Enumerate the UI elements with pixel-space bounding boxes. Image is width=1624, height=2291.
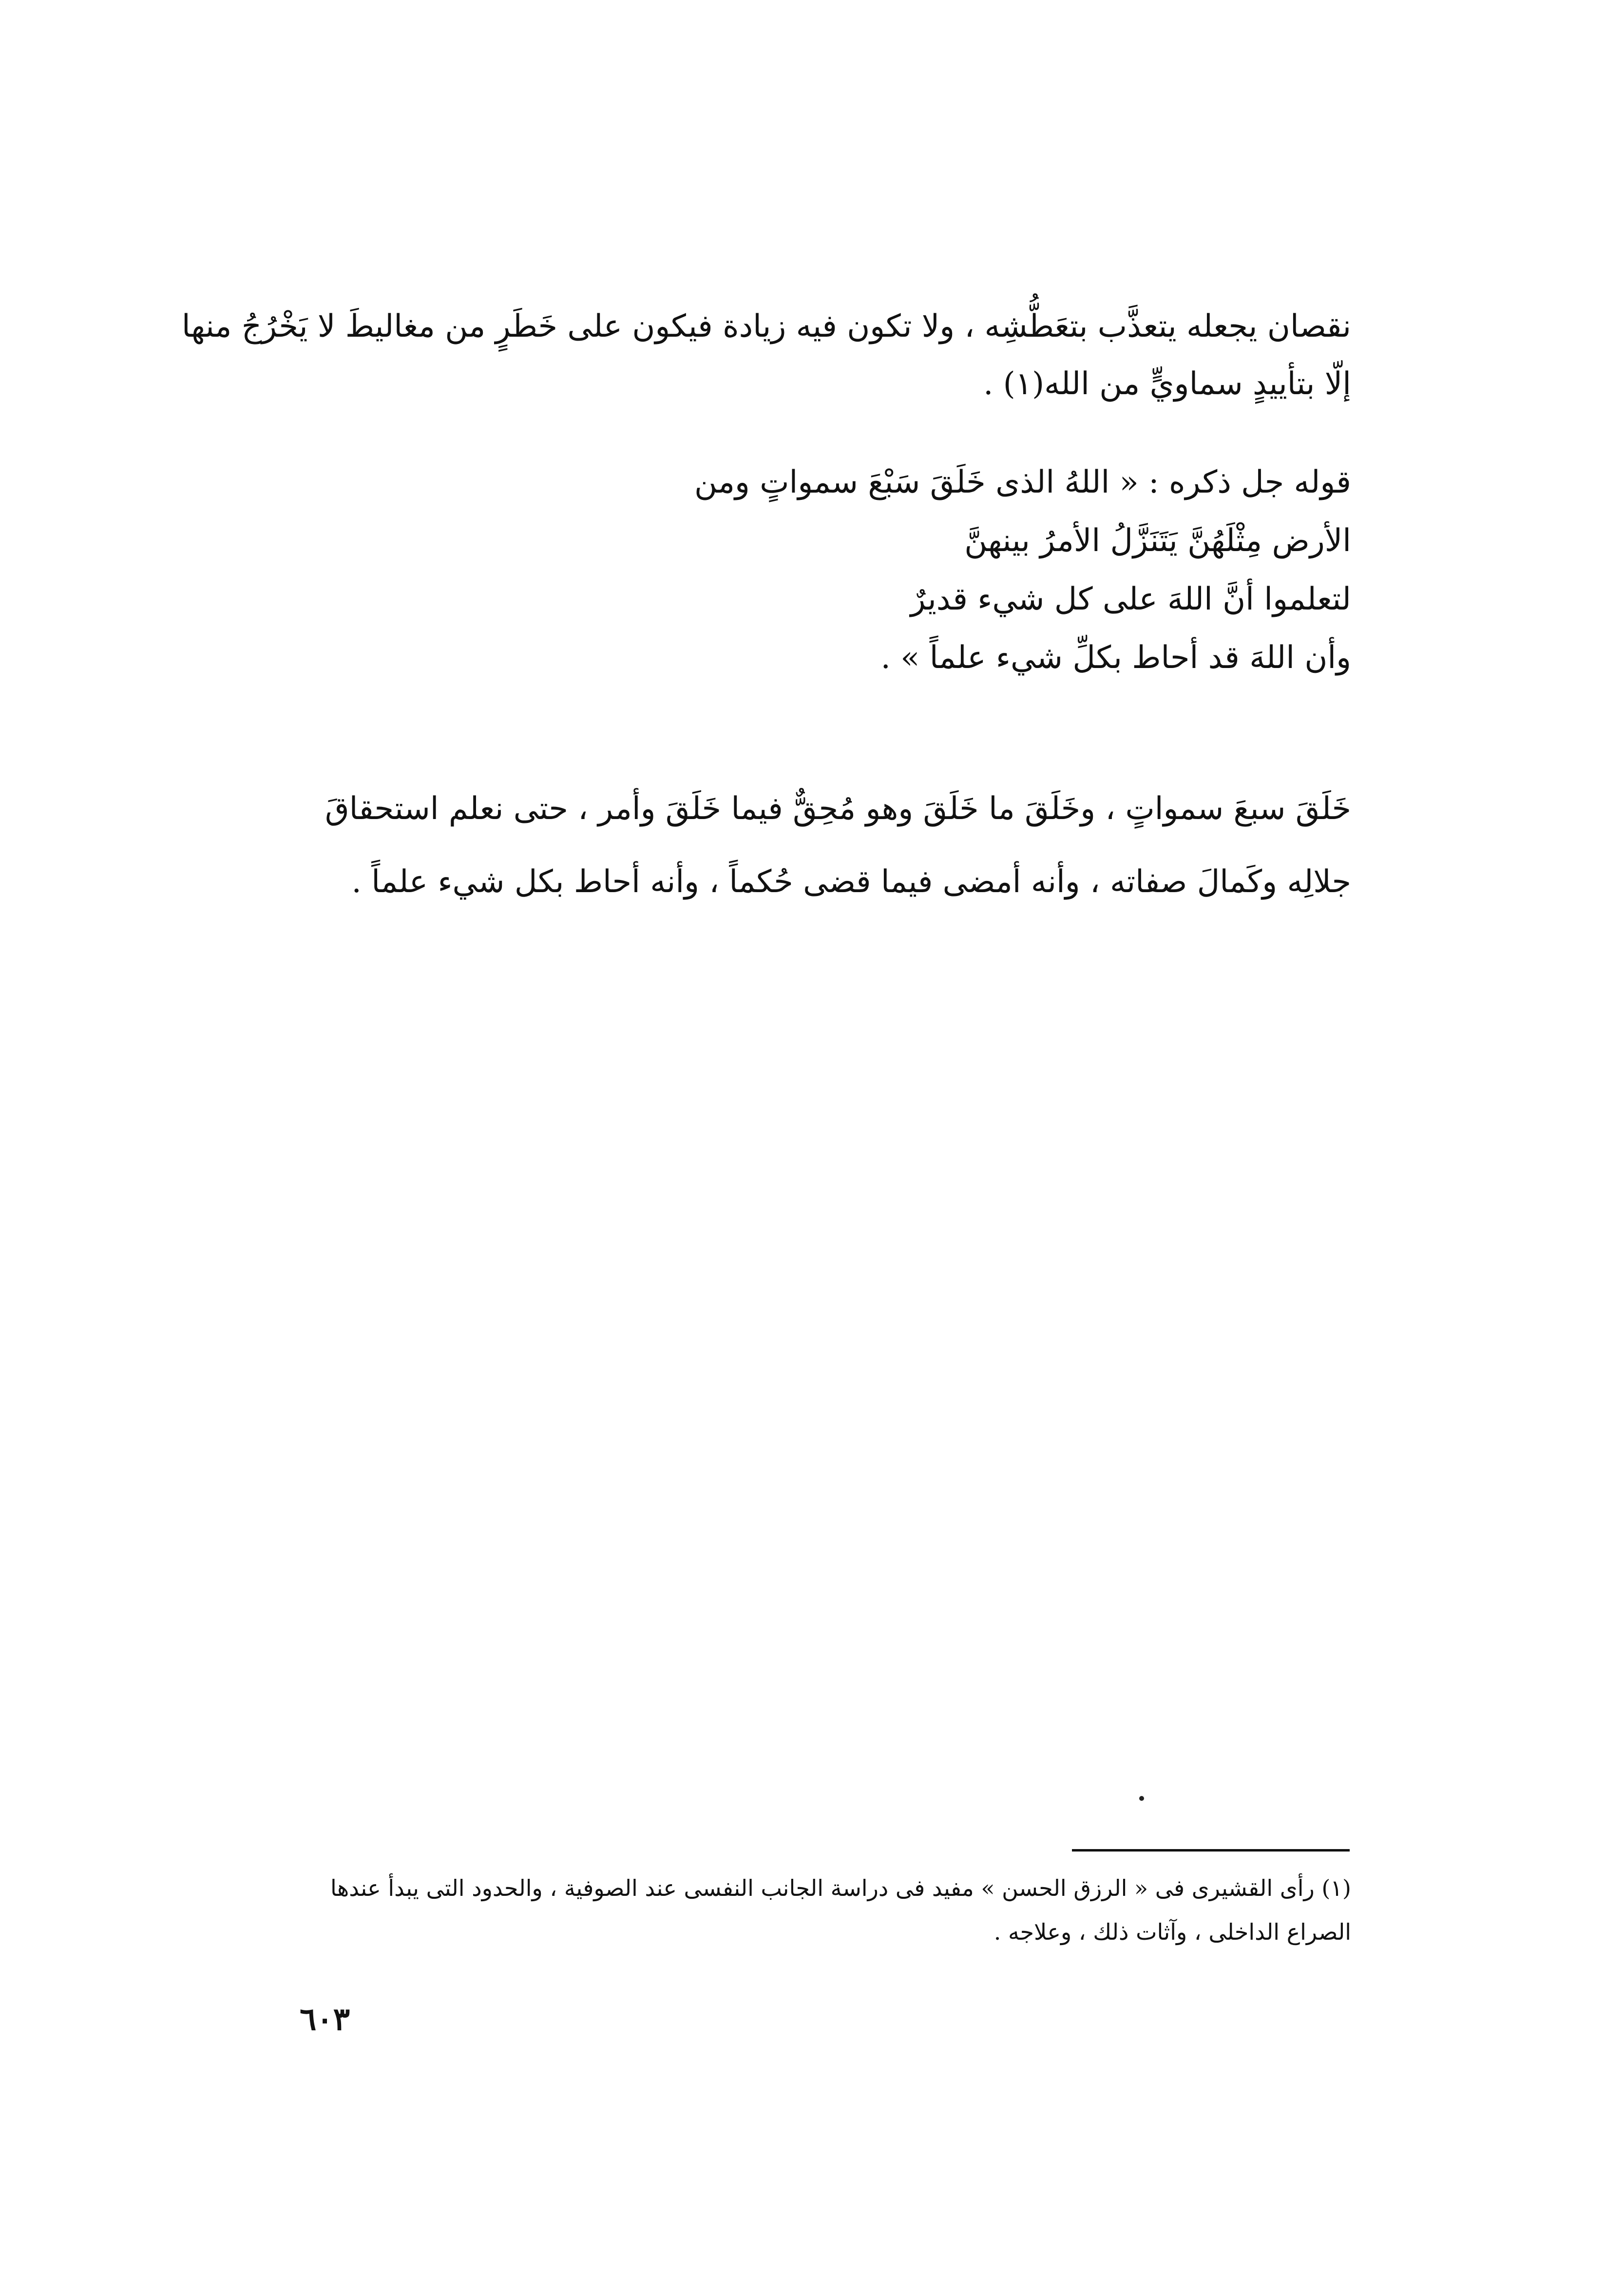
verse-line-1: قوله جل ذكره : « اللهُ الذى خَلَقَ سَبْعَ سمواتٍ ومن — [694, 464, 1351, 500]
verse-line-2: الأرض مِثْلَهُنَّ يَتَنَزَّلُ الأمرُ بينهنَّ — [964, 523, 1351, 559]
paragraph-2-line-1: خَلَقَ سبعَ سمواتٍ ، وخَلَقَ ما خَلَقَ وهو مُحِقٌّ فيما خَلَقَ وأمر ، حتى نعلم استحقاقَ — [325, 791, 1351, 827]
verse-line-3: لتعلموا أنَّ اللهَ على كل شيء قديرٌ — [910, 581, 1351, 617]
paragraph-1-line-2: إلّا بتأييدٍ سماويٍّ من الله(١) . — [983, 366, 1351, 402]
page-number: ٦٠٣ — [300, 2001, 350, 2038]
footnote-divider — [1072, 1849, 1350, 1852]
paragraph-2-line-2: جلالِه وكَمالَ صفاته ، وأنه أمضى فيما قضى حُكماً ، وأنه أحاط بكل شيء علماً . — [351, 864, 1351, 900]
stray-dot-mark — [1139, 1796, 1144, 1801]
verse-line-4: وأن اللهَ قد أحاط بكلِّ شيء علماً » . — [880, 640, 1351, 676]
footnote-line-1: (١) رأى القشيرى فى « الرزق الحسن » مفيد فى دراسة الجانب النفسى عند الصوفية ، والحدود التى يبدأ عندها — [330, 1875, 1351, 1901]
footnote-line-2: الصراع الداخلى ، وآثات ذلك ، وعلاجه . — [994, 1919, 1351, 1945]
paragraph-1-line-1: نقصان يجعله يتعذَّب بتعَطُّشِه ، ولا تكون فيه زيادة فيكون على خَطَرٍ من مغاليطَ لا يَخْرُجُ منها — [181, 308, 1351, 344]
